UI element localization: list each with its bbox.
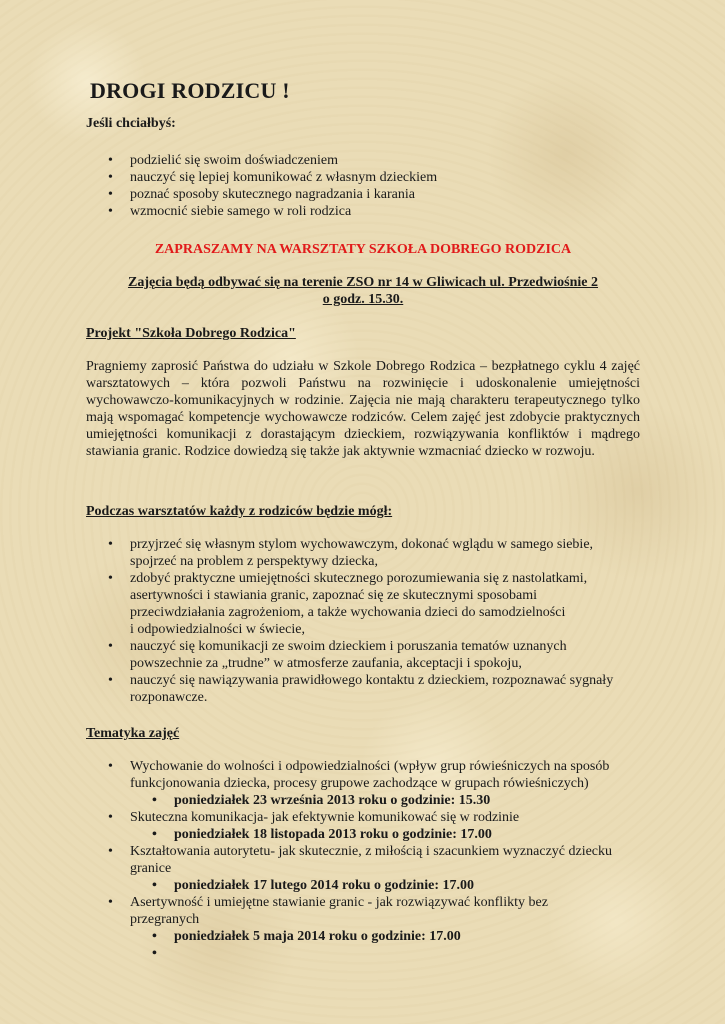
topic-date-list (130, 826, 640, 843)
list-item-line: • zdobyć praktyczne umiejętności skutecznego porozumiewania się z nastolatkami, (130, 571, 588, 586)
topic-line: funkcjonowania dziecka, procesy grupowe zachodzące w grupach rówieśniczych) (130, 776, 589, 791)
location-info (86, 274, 640, 308)
topic-date: • poniedziałek 18 listopada 2013 roku o godzinie: 17.00 (174, 826, 640, 843)
list-item-line: spojrzeć na problem z perspektywy dziecka, (130, 554, 379, 569)
topic-item (130, 758, 640, 809)
wishes-list (86, 152, 640, 220)
location-line: Zajęcia będą odbywać się na terenie ZSO nr 14 w Gliwicach ul. Przedwiośnie 2 (127, 275, 599, 290)
list-item-line: • przyjrzeć się własnym stylom wychowawczym, dokonać wglądu w samego siebie, (130, 537, 594, 552)
topic-date: • poniedziałek 23 września 2013 roku o godzinie: 15.30 (174, 792, 640, 809)
topic-date-list (130, 928, 640, 962)
list-item-line: rozponawcze. (130, 690, 208, 705)
topic-line: • Asertywność i umiejętne stawianie granic - jak rozwiązywać konflikty bez (130, 895, 548, 910)
list-item (130, 570, 640, 638)
list-item-line: asertywności i stawiania granic, zapoznać się ze skutecznymi sposobami (130, 588, 538, 603)
topic-line: • Skuteczna komunikacja- jak efektywnie komunikować się w rodzinie (130, 810, 520, 825)
project-heading: Projekt "Szkoła Dobrego Rodzica" (86, 326, 296, 341)
list-item-line: • nauczyć się nawiązywania prawidłowego kontaktu z dzieckiem, rozpoznawać sygnały (130, 673, 614, 688)
document-page (86, 78, 640, 962)
workshop-list (86, 536, 640, 706)
topic-line: przegranych (130, 912, 200, 927)
topic-item (130, 809, 640, 843)
topic-date-list (130, 792, 640, 809)
topics-list (86, 758, 640, 962)
invitation-banner: ZAPRASZAMY NA WARSZTATY SZKOŁA DOBREGO RODZICA (154, 242, 572, 257)
topic-line: • Wychowanie do wolności i odpowiedzialności (wpływ grup rówieśniczych na sposób (130, 759, 610, 774)
list-item-line: przeciwdziałania zagrożeniom, a także wychowania dzieci do samodzielności (130, 605, 566, 620)
topic-date-list (130, 877, 640, 894)
topic-line: • Kształtowania autorytetu- jak skutecznie, z miłością i szacunkiem wyznaczyć dziecku (130, 844, 613, 859)
project-description: Pragniemy zaprosić Państwa do udziału w Szkole Dobrego Rodzica – bezpłatnego cyklu 4 zajęć warsztatowych – która pozwoli Państwu na rozwinięcie i udoskonalenie umiejętności wychowawczo-komunikacyjnych w rodzinie. Zajęcia nie mają charakteru terapeutycznego tylko mają wspomagać kompetencje wychowawcze rodziców. Celem zajęć jest zdobycie praktycznych umiejętności komunikacji z dorastającym dzieckiem, rozwiązywania konfliktów i mądrego stawiania granic. Rodzice dowiedzą się także jak aktywnie wzmacniać dziecko w rozwoju. (86, 359, 640, 459)
topic-item (130, 843, 640, 894)
list-item: • podzielić się swoim doświadczeniem (130, 152, 640, 169)
list-item: • wzmocnić siebie samego w roli rodzica (130, 203, 640, 220)
list-item-line: i odpowiedzialności w świecie, (130, 622, 305, 637)
list-item-line: • nauczyć się komunikacji ze swoim dzieckiem i poruszania tematów uznanych (130, 639, 567, 654)
topic-line: granice (130, 861, 172, 876)
location-time: o godz. 15.30. (322, 292, 404, 307)
list-item: • nauczyć się lepiej komunikować z własnym dzieckiem (130, 169, 640, 186)
list-item (130, 672, 640, 706)
list-item-line: powszechnie za „trudne” w atmosferze zaufania, akceptacji i spokoju, (130, 656, 522, 671)
workshop-heading: Podczas warsztatów każdy z rodziców będzie mógł: (86, 504, 393, 519)
empty-bullet (174, 945, 640, 962)
page-title: DROGI RODZICU ! (90, 78, 290, 103)
list-item (130, 638, 640, 672)
topic-date: • poniedziałek 5 maja 2014 roku o godzinie: 17.00 (174, 928, 640, 945)
topic-item (130, 894, 640, 962)
intro-label: Jeśli chciałbyś: (86, 116, 176, 131)
list-item (130, 536, 640, 570)
topic-date: • poniedziałek 17 lutego 2014 roku o godzinie: 17.00 (174, 877, 640, 894)
topics-heading: Tematyka zajęć (86, 726, 180, 741)
list-item: • poznać sposoby skutecznego nagradzania i karania (130, 186, 640, 203)
